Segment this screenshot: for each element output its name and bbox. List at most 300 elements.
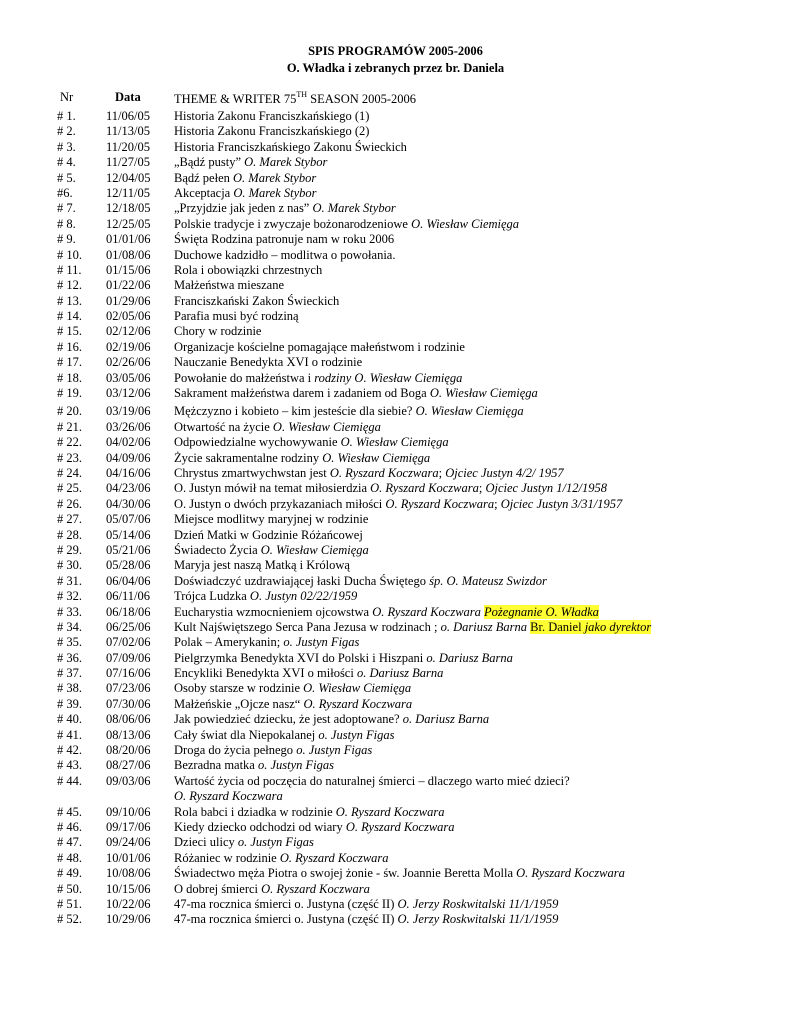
- header-date: Data: [115, 90, 141, 104]
- row-number: # 46.: [57, 819, 82, 834]
- row-theme: [174, 140, 407, 155]
- table-row: [0, 543, 791, 558]
- table-row: [0, 481, 791, 496]
- row-number: # 4.: [57, 155, 76, 170]
- table-row: [0, 528, 791, 543]
- row-number: # 47.: [57, 835, 82, 850]
- row-date: 10/08/06: [106, 866, 151, 881]
- row-author: O. Wiesław Ciemięga: [429, 386, 538, 401]
- row-theme: [174, 697, 412, 712]
- row-theme: [174, 528, 363, 543]
- row-number: # 42.: [57, 743, 82, 758]
- row-number: # 25.: [57, 481, 82, 496]
- row-topic: Miejsce modlitwy maryjnej w rodzinie: [174, 512, 369, 527]
- table-row: [0, 186, 791, 201]
- table-row: [0, 512, 791, 527]
- row-date: 01/08/06: [106, 247, 151, 262]
- row-theme: [174, 558, 350, 573]
- row-theme: [174, 124, 369, 139]
- header-theme-text: THEME & WRITER 75: [174, 92, 297, 106]
- row-number: # 3.: [57, 139, 76, 154]
- row-author: O. Wiesław Ciemięga: [303, 681, 412, 696]
- row-author: o. Justyn Figas: [257, 758, 335, 773]
- row-theme: [174, 309, 299, 324]
- row-topic: Historia Franciszkańskiego Zakonu Świeckich: [174, 139, 407, 154]
- row-date: 11/06/05: [106, 109, 150, 123]
- row-topic: Odpowiedzialne wychowywanie: [174, 435, 341, 450]
- row-date: 04/16/06: [106, 465, 151, 480]
- row-topic: Rola i obowiązki chrzestnych: [174, 262, 323, 277]
- row-theme: [174, 620, 651, 635]
- row-topic: Br. Daniel: [530, 619, 582, 634]
- row-topic: Bezradna matka: [174, 758, 258, 773]
- row-topic: Duchowe kadzidło – modlitwa o powołania.: [174, 247, 396, 262]
- row-theme: [174, 466, 564, 481]
- row-date: 04/30/06: [106, 496, 151, 511]
- row-number: # 49.: [57, 866, 82, 881]
- row-number: # 14.: [57, 309, 82, 324]
- table-row: [0, 201, 791, 216]
- row-date: 06/11/06: [106, 589, 150, 604]
- row-date: 10/29/06: [106, 912, 151, 927]
- table-row: [0, 278, 791, 293]
- row-date: 06/18/06: [106, 604, 151, 619]
- row-number: # 32.: [57, 589, 82, 604]
- row-author: O. Wiesław Ciemięga: [272, 419, 381, 434]
- row-theme: [174, 355, 362, 370]
- table-row: [0, 912, 791, 927]
- row-number: # 18.: [57, 370, 82, 385]
- table-row: [0, 232, 791, 247]
- row-author: O. Ryszard Koczwara: [345, 819, 455, 834]
- row-author: O. Wiesław Ciemięga: [411, 216, 520, 231]
- row-date: 02/05/06: [106, 309, 151, 324]
- table-row: [0, 835, 791, 850]
- row-topic: 47-ma rocznica śmierci o. Justyna (część II): [174, 912, 398, 927]
- row-topic: Mężczyzno i kobieto – kim jesteście dla siebie?: [174, 404, 416, 419]
- row-number: # 17.: [57, 355, 82, 370]
- row-theme: [174, 574, 547, 589]
- row-date: 03/05/06: [106, 370, 151, 385]
- row-date: 11/20/05: [106, 139, 150, 154]
- row-author: O. Ryszard Koczwara: [329, 465, 439, 480]
- row-number: # 51.: [57, 896, 82, 911]
- row-theme: [174, 109, 369, 124]
- row-number: # 43.: [57, 758, 82, 773]
- row-number: # 9.: [57, 232, 76, 247]
- row-topic: Wartość życia od poczęcia do naturalnej śmierci – dlaczego warto mieć dzieci?: [174, 773, 570, 788]
- row-author: o. Justyn Figas: [296, 743, 373, 758]
- row-theme: [174, 743, 372, 758]
- row-author: o. Dariusz Barna: [356, 666, 444, 681]
- row-theme: [174, 294, 339, 309]
- row-date: 12/11/05: [106, 185, 150, 200]
- table-row: [0, 155, 791, 170]
- table-row: [0, 263, 791, 278]
- table-row: [0, 651, 791, 666]
- row-topic: Kiedy dziecko odchodzi od wiary: [174, 819, 346, 834]
- row-theme: [174, 866, 625, 881]
- row-theme: [174, 805, 444, 820]
- table-row: [0, 558, 791, 573]
- row-number: # 24.: [57, 465, 82, 480]
- row-author: O. Wiesław Ciemięga: [415, 404, 524, 419]
- row-author: o. Justyn Figas: [237, 835, 314, 850]
- row-date: 03/12/06: [106, 386, 151, 401]
- row-number: # 7.: [57, 201, 76, 216]
- row-topic: Chrystus zmartwychwstan jest: [174, 465, 330, 480]
- row-number: # 41.: [57, 727, 82, 742]
- table-row: [0, 340, 791, 355]
- row-topic: Powołanie do małżeństwa i: [174, 370, 315, 385]
- row-topic: Dzień Matki w Godzinie Różańcowej: [174, 527, 363, 542]
- row-number: # 31.: [57, 573, 82, 588]
- row-date: 05/14/06: [106, 527, 151, 542]
- header-theme-sup: TH: [296, 90, 307, 99]
- table-row: [0, 743, 791, 758]
- row-number: # 21.: [57, 419, 82, 434]
- table-row: [0, 171, 791, 186]
- row-theme: [174, 851, 389, 866]
- row-number: # 30.: [57, 558, 82, 573]
- row-topic: O dobrej śmierci: [174, 881, 262, 896]
- row-number: # 52.: [57, 912, 82, 927]
- row-number: # 27.: [57, 512, 82, 527]
- row-topic: Chory w rodzinie: [174, 324, 262, 339]
- row-theme: [174, 512, 368, 527]
- table-row: [0, 420, 791, 435]
- row-date: 09/17/06: [106, 819, 151, 834]
- row-number: # 28.: [57, 527, 82, 542]
- row-author: o. Dariusz Barna: [440, 619, 531, 634]
- row-number: # 20.: [57, 404, 82, 419]
- row-author: O. Marek Stybor: [233, 170, 317, 185]
- row-topic: Parafia musi być rodziną: [174, 309, 299, 324]
- row-author: O. Wiesław Ciemięga: [260, 542, 369, 557]
- table-row: [0, 635, 791, 650]
- row-author: O. Wiesław Ciemięga: [340, 435, 449, 450]
- row-number: # 45.: [57, 804, 82, 819]
- table-row: [0, 404, 791, 419]
- row-author: Ojciec Justyn 3/31/1957: [500, 496, 623, 511]
- row-topic: Pielgrzymka Benedykta XVI do Polski i Hiszpani: [174, 650, 427, 665]
- row-topic: Polak – Amerykanin;: [174, 635, 284, 650]
- row-topic: Historia Zakonu Franciszkańskiego (1): [174, 109, 370, 123]
- row-number: #6.: [57, 185, 73, 200]
- row-date: 11/13/05: [106, 124, 150, 139]
- row-number: # 36.: [57, 650, 82, 665]
- table-row: [0, 851, 791, 866]
- row-theme: [174, 758, 334, 773]
- row-date: 01/15/06: [106, 262, 151, 277]
- row-date: 03/19/06: [106, 404, 151, 419]
- table-row: [0, 681, 791, 696]
- row-author: o. Dariusz Barna: [426, 650, 513, 665]
- row-date: 04/23/06: [106, 481, 151, 496]
- row-theme: [174, 248, 395, 263]
- row-number: # 15.: [57, 324, 82, 339]
- row-topic: Dzieci ulicy: [174, 835, 238, 850]
- row-topic: Sakrament małżeństwa darem i zadaniem od Boga: [174, 386, 430, 401]
- row-date: 12/18/05: [106, 201, 151, 216]
- row-topic: Świadectwo męża Piotra o swojej żonie - św. Joannie Beretta Molla: [174, 866, 517, 881]
- row-theme: [174, 263, 322, 278]
- row-date: 12/04/05: [106, 170, 151, 185]
- table-row: [0, 309, 791, 324]
- row-number: # 44.: [57, 773, 82, 788]
- row-topic: „Bądź pusty”: [174, 155, 245, 170]
- row-number: # 33.: [57, 604, 82, 619]
- row-number: # 2.: [57, 124, 76, 139]
- row-topic: Franciszkański Zakon Świeckich: [174, 293, 340, 308]
- row-topic: O. Justyn mówił na temat miłosierdzia: [174, 481, 371, 496]
- row-date: 09/10/06: [106, 804, 151, 819]
- row-number: # 39.: [57, 696, 82, 711]
- row-number: # 23.: [57, 450, 82, 465]
- row-number: # 8.: [57, 216, 76, 231]
- row-author: O. Ryszard Koczwara: [385, 496, 495, 511]
- row-author: O. Ryszard Koczwara: [261, 881, 370, 896]
- row-number: # 26.: [57, 496, 82, 511]
- row-date: 10/15/06: [106, 881, 151, 896]
- row-date: 07/16/06: [106, 666, 151, 681]
- table-row: [0, 435, 791, 450]
- table-row: [0, 728, 791, 743]
- table-row: [0, 620, 791, 635]
- row-author: O. Ryszard Koczwara: [174, 789, 283, 804]
- row-number: # 29.: [57, 542, 82, 557]
- row-topic: Organizacje kościelne pomagające małeństwom i rodzinie: [174, 339, 465, 354]
- row-author: Pożegnanie O. Władka: [484, 604, 599, 619]
- row-theme: [174, 681, 411, 696]
- row-theme: [174, 404, 524, 419]
- row-topic: Encykliki Benedykta XVI o miłości: [174, 666, 357, 681]
- row-topic: Doświadczyć uzdrawiającej łaski Ducha Świętego: [174, 573, 430, 588]
- row-topic: Otwartość na życie: [174, 419, 273, 434]
- row-author: O. Justyn 02/22/1959: [249, 589, 358, 604]
- row-author: rodziny O. Wiesław Ciemięga: [314, 370, 463, 385]
- row-author: O. Ryszard Koczwara: [372, 604, 485, 619]
- row-author: O. Ryszard Koczwara: [370, 481, 479, 496]
- table-row: [0, 758, 791, 773]
- document-title: SPIS PROGRAMÓW 2005-2006: [308, 44, 483, 58]
- row-date: 01/29/06: [106, 293, 151, 308]
- row-date: 04/09/06: [106, 450, 151, 465]
- row-number: # 22.: [57, 435, 82, 450]
- row-author: O. Wiesław Ciemięga: [322, 450, 431, 465]
- row-theme: [174, 912, 558, 927]
- table-row: [0, 371, 791, 386]
- table-row: [0, 589, 791, 604]
- row-number: # 48.: [57, 850, 82, 865]
- row-theme: [174, 340, 465, 355]
- row-number: # 37.: [57, 666, 82, 681]
- row-author: O. Jerzy Roskwitalski 11/1/1959: [397, 896, 559, 911]
- row-topic: Cały świat dla Niepokalanej: [174, 727, 319, 742]
- row-author: jako dyrektor: [581, 619, 652, 634]
- row-topic: Historia Zakonu Franciszkańskiego (2): [174, 124, 370, 139]
- row-topic: O. Justyn o dwóch przykazaniach miłości: [174, 496, 386, 511]
- header-nr: Nr: [60, 90, 74, 104]
- row-topic: Święta Rodzina patronuje nam w roku 2006: [174, 232, 395, 247]
- row-date: 04/02/06: [106, 435, 151, 450]
- table-row: [0, 355, 791, 370]
- row-number: # 38.: [57, 681, 82, 696]
- row-topic: Eucharystia wzmocnieniem ojcowstwa: [174, 604, 373, 619]
- row-topic: Nauczanie Benedykta XVI o rodzinie: [174, 355, 363, 370]
- row-number: # 5.: [57, 170, 76, 185]
- row-date: 08/13/06: [106, 727, 151, 742]
- row-author: O. Ryszard Koczwara: [516, 866, 625, 881]
- row-date: 05/07/06: [106, 512, 151, 527]
- table-row: [0, 109, 791, 124]
- row-number: # 10.: [57, 247, 82, 262]
- table-row: [0, 574, 791, 589]
- table-row: [0, 774, 791, 805]
- row-date: 06/04/06: [106, 573, 151, 588]
- row-theme: [174, 435, 449, 450]
- row-theme: [174, 420, 381, 435]
- row-theme: [174, 232, 394, 247]
- row-topic: Maryja jest naszą Matką i Królową: [174, 558, 350, 573]
- table-row: [0, 666, 791, 681]
- row-date: 03/26/06: [106, 419, 151, 434]
- row-number: # 12.: [57, 278, 82, 293]
- table-header: [0, 90, 791, 106]
- row-date: 02/26/06: [106, 355, 151, 370]
- row-author: O. Ryszard Koczwara: [279, 850, 389, 865]
- row-theme: [174, 666, 443, 681]
- row-date: 10/22/06: [106, 896, 151, 911]
- document-subtitle: O. Władka i zebranych przez br. Daniela: [286, 61, 505, 75]
- row-number: # 1.: [57, 109, 76, 123]
- row-date: 05/21/06: [106, 542, 151, 557]
- header-theme: [174, 90, 416, 107]
- row-author: O. Ryszard Koczwara: [335, 804, 445, 819]
- row-theme: [174, 651, 513, 666]
- row-topic: Polskie tradycje i zwyczaje bożonarodzeniowe: [174, 216, 412, 231]
- row-number: # 16.: [57, 339, 82, 354]
- row-theme: [174, 589, 357, 604]
- table-row: [0, 882, 791, 897]
- row-date: 07/30/06: [106, 696, 151, 711]
- row-theme: [174, 171, 316, 186]
- row-date: 09/03/06: [106, 773, 151, 788]
- row-theme: [174, 186, 317, 201]
- row-topic: ;: [494, 496, 501, 511]
- table-row: [0, 897, 791, 912]
- table-row: [0, 124, 791, 139]
- row-theme: [174, 201, 396, 216]
- row-date: 08/06/06: [106, 712, 151, 727]
- row-topic: „Przyjdzie jak jeden z nas”: [174, 201, 313, 216]
- table-row: [0, 217, 791, 232]
- table-row: [0, 712, 791, 727]
- row-theme: [174, 728, 394, 743]
- row-topic: Świadecto Życia: [174, 542, 261, 557]
- row-topic: Małżeńskie „Ojcze nasz“: [174, 696, 304, 711]
- row-date: 06/25/06: [106, 619, 151, 634]
- row-date: 07/23/06: [106, 681, 151, 696]
- row-author: o. Justyn Figas: [283, 635, 360, 650]
- row-date: 01/01/06: [106, 232, 151, 247]
- row-number: # 19.: [57, 386, 82, 401]
- row-topic: Bądź pełen: [174, 170, 234, 185]
- row-date: 02/12/06: [106, 324, 151, 339]
- row-author: śp. O. Mateusz Swizdor: [429, 573, 547, 588]
- row-author: O. Marek Stybor: [233, 185, 317, 200]
- row-theme: [174, 386, 538, 401]
- row-number: # 11.: [57, 262, 82, 277]
- row-author: Ojciec Justyn 4/2/ 1957: [445, 465, 564, 480]
- table-row: [0, 805, 791, 820]
- row-date: 08/20/06: [106, 743, 151, 758]
- row-topic: ;: [438, 465, 446, 480]
- row-date: 02/19/06: [106, 339, 151, 354]
- row-author: o. Dariusz Barna: [402, 712, 490, 727]
- row-number: # 40.: [57, 712, 82, 727]
- row-topic: Trójca Ludzka: [174, 589, 250, 604]
- row-author: o. Justyn Figas: [318, 727, 395, 742]
- row-theme: [174, 155, 327, 170]
- row-topic: Kult Najświętszego Serca Pana Jezusa w rodzinach ;: [174, 619, 441, 634]
- row-date: 08/27/06: [106, 758, 151, 773]
- table-row: [0, 386, 791, 401]
- row-date: 07/02/06: [106, 635, 151, 650]
- row-author: O. Marek Stybor: [312, 201, 396, 216]
- table-row: [0, 866, 791, 881]
- table-row: [0, 451, 791, 466]
- row-theme: [174, 774, 570, 789]
- row-theme: [174, 497, 622, 512]
- row-date: 12/25/05: [106, 216, 151, 231]
- row-theme: [174, 371, 462, 386]
- row-date: 05/28/06: [106, 558, 151, 573]
- row-date: 07/09/06: [106, 650, 151, 665]
- row-author: O. Marek Stybor: [244, 155, 328, 170]
- table-row: [0, 820, 791, 835]
- row-theme: [174, 635, 359, 650]
- row-theme: [174, 897, 558, 912]
- row-theme: [174, 605, 599, 620]
- row-topic: Droga do życia pełnego: [174, 743, 297, 758]
- row-topic: Akceptacja: [174, 185, 234, 200]
- row-author: O. Jerzy Roskwitalski 11/1/1959: [397, 912, 559, 927]
- row-theme: [174, 712, 489, 727]
- table-row: [0, 697, 791, 712]
- row-topic: Osoby starsze w rodzinie: [174, 681, 304, 696]
- row-theme: [174, 324, 261, 339]
- row-theme: [174, 543, 369, 558]
- row-author: O. Ryszard Koczwara: [303, 696, 413, 711]
- table-row: [0, 497, 791, 512]
- row-date: 01/22/06: [106, 278, 151, 293]
- header-theme-season: SEASON 2005-2006: [307, 92, 417, 106]
- program-list: [0, 109, 791, 928]
- row-author: Ojciec Justyn 1/12/1958: [485, 481, 607, 496]
- row-date: 11/27/05: [106, 155, 150, 170]
- row-topic: Różaniec w rodzinie: [174, 850, 280, 865]
- row-date: 10/01/06: [106, 850, 151, 865]
- row-topic: ;: [478, 481, 486, 496]
- row-number: # 50.: [57, 881, 82, 896]
- table-row: [0, 140, 791, 155]
- row-number: # 34.: [57, 619, 82, 634]
- row-theme: [174, 882, 370, 897]
- row-theme: [174, 835, 314, 850]
- row-theme: [174, 451, 430, 466]
- table-row: [0, 294, 791, 309]
